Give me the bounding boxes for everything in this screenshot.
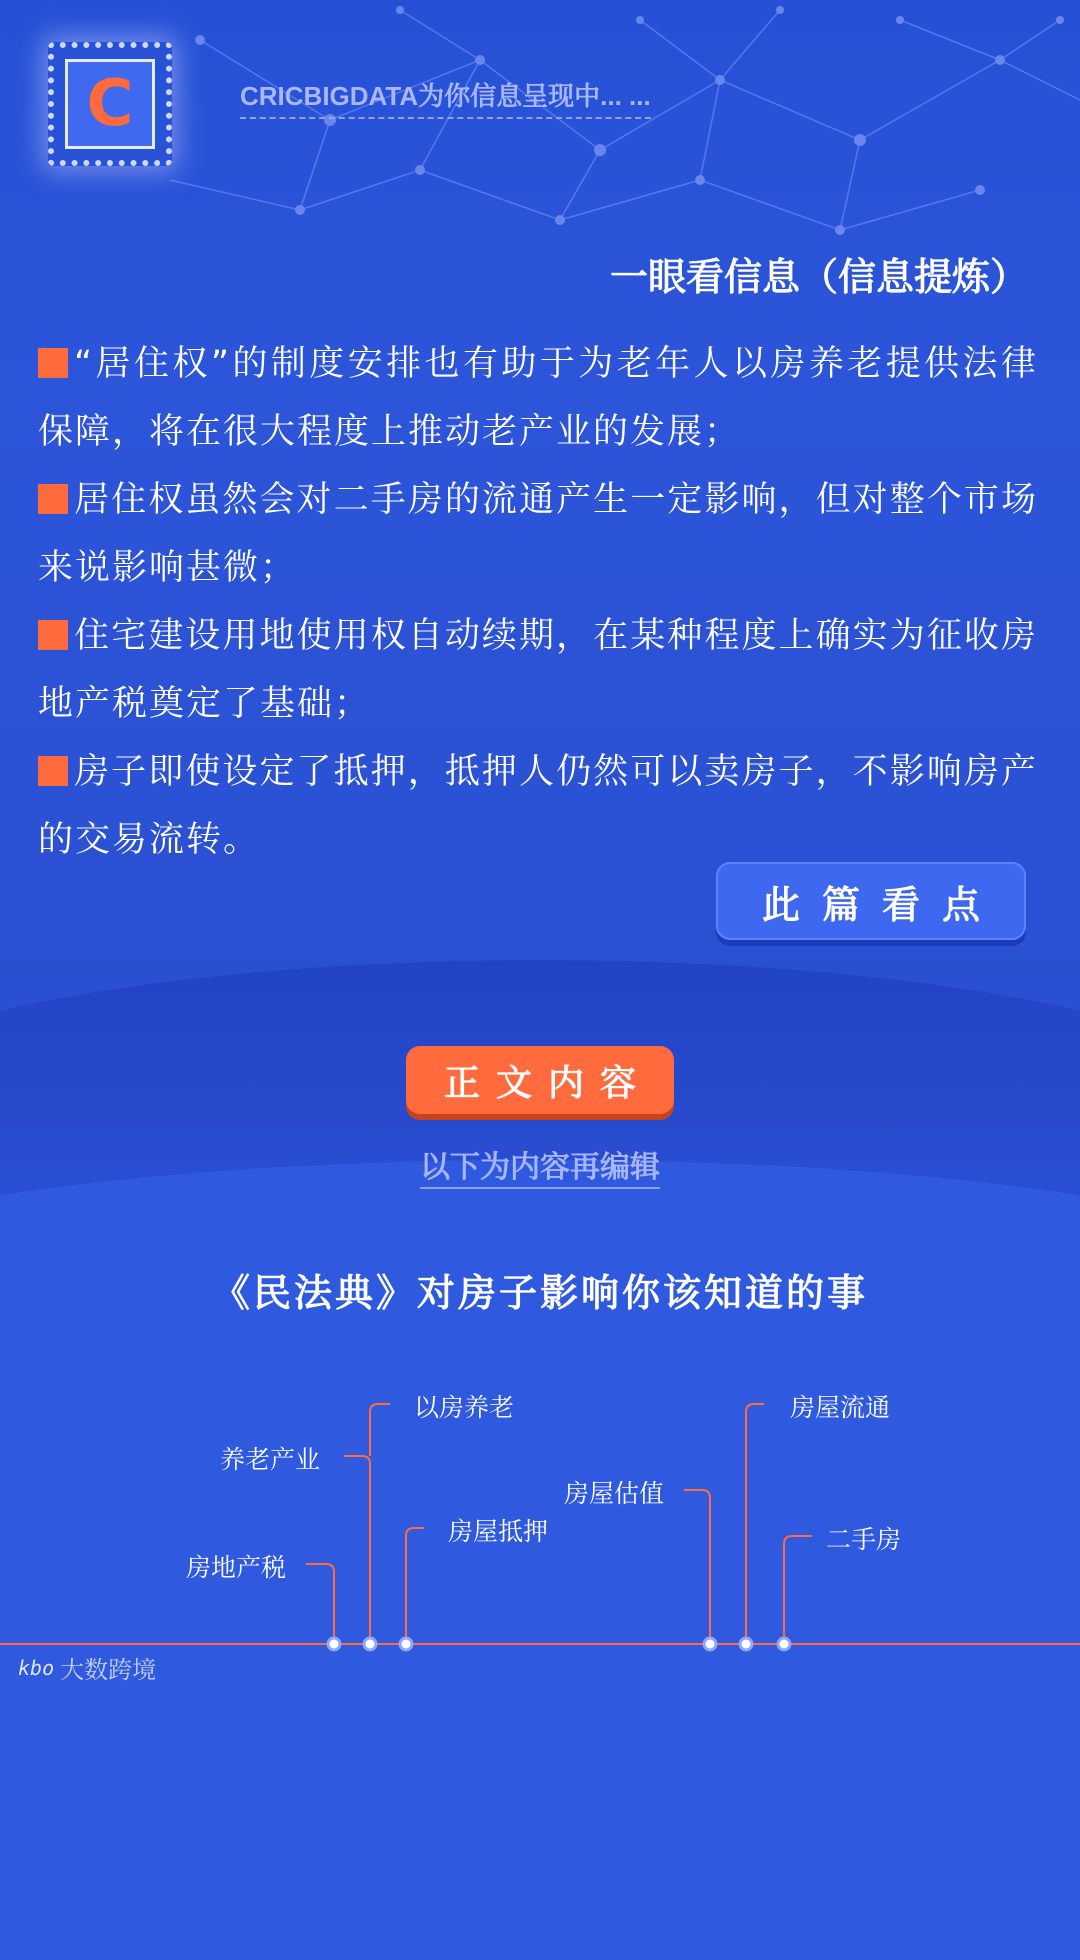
timeline-label: 以房养老	[414, 1393, 515, 1422]
square-bullet-icon	[38, 484, 68, 514]
timeline-label: 房屋估值	[564, 1479, 665, 1508]
info-point-text: 住宅建设用地使用权自动续期，在某种程度上确实为征收房地产税奠定了基础；	[38, 616, 1038, 724]
brand-logo-icon: kbo	[18, 1655, 55, 1680]
info-point-text: 居住权虽然会对二手房的流通产生一定影响，但对整个市场来说影响甚微；	[38, 480, 1038, 588]
info-point	[38, 330, 1038, 466]
edit-note-text: 以下为内容再编辑	[420, 1150, 660, 1189]
section-title: 《民法典》对房子影响你该知道的事	[211, 1271, 868, 1315]
info-point-text: “居住权”的制度安排也有助于为老年人以房养老提供法律保障，将在很大程度上推动老产业的发展；	[38, 344, 1038, 452]
info-points-list	[38, 330, 1038, 874]
info-point	[38, 602, 1038, 738]
square-bullet-icon	[38, 348, 68, 378]
timeline-label: 养老产业	[220, 1445, 321, 1474]
square-bullet-icon	[38, 620, 68, 650]
logo-chip-icon	[48, 42, 172, 166]
edit-note	[0, 1142, 1080, 1186]
footer-brand-text: 大数跨境	[60, 1656, 157, 1684]
highlights-button[interactable]: 此篇看点	[716, 862, 1026, 940]
timeline-label: 二手房	[826, 1525, 902, 1554]
footer-brand	[18, 1650, 156, 1685]
topic-timeline	[0, 1360, 1080, 1684]
logo-letter: C	[65, 59, 155, 149]
info-heading: 一眼看信息（信息提炼）	[609, 255, 1028, 299]
timeline-label: 房屋抵押	[448, 1517, 549, 1546]
info-point	[38, 466, 1038, 602]
timeline-label: 房屋流通	[790, 1393, 891, 1422]
header-tagline: CRICBIGDATA为你信息呈现中... ...	[240, 76, 651, 119]
main-content-button[interactable]: 正文内容	[406, 1046, 674, 1114]
info-point	[38, 738, 1038, 874]
timeline-label: 房地产税	[186, 1553, 287, 1582]
square-bullet-icon	[38, 756, 68, 786]
info-point-text: 房子即使设定了抵押，抵押人仍然可以卖房子，不影响房产的交易流转。	[38, 752, 1038, 860]
